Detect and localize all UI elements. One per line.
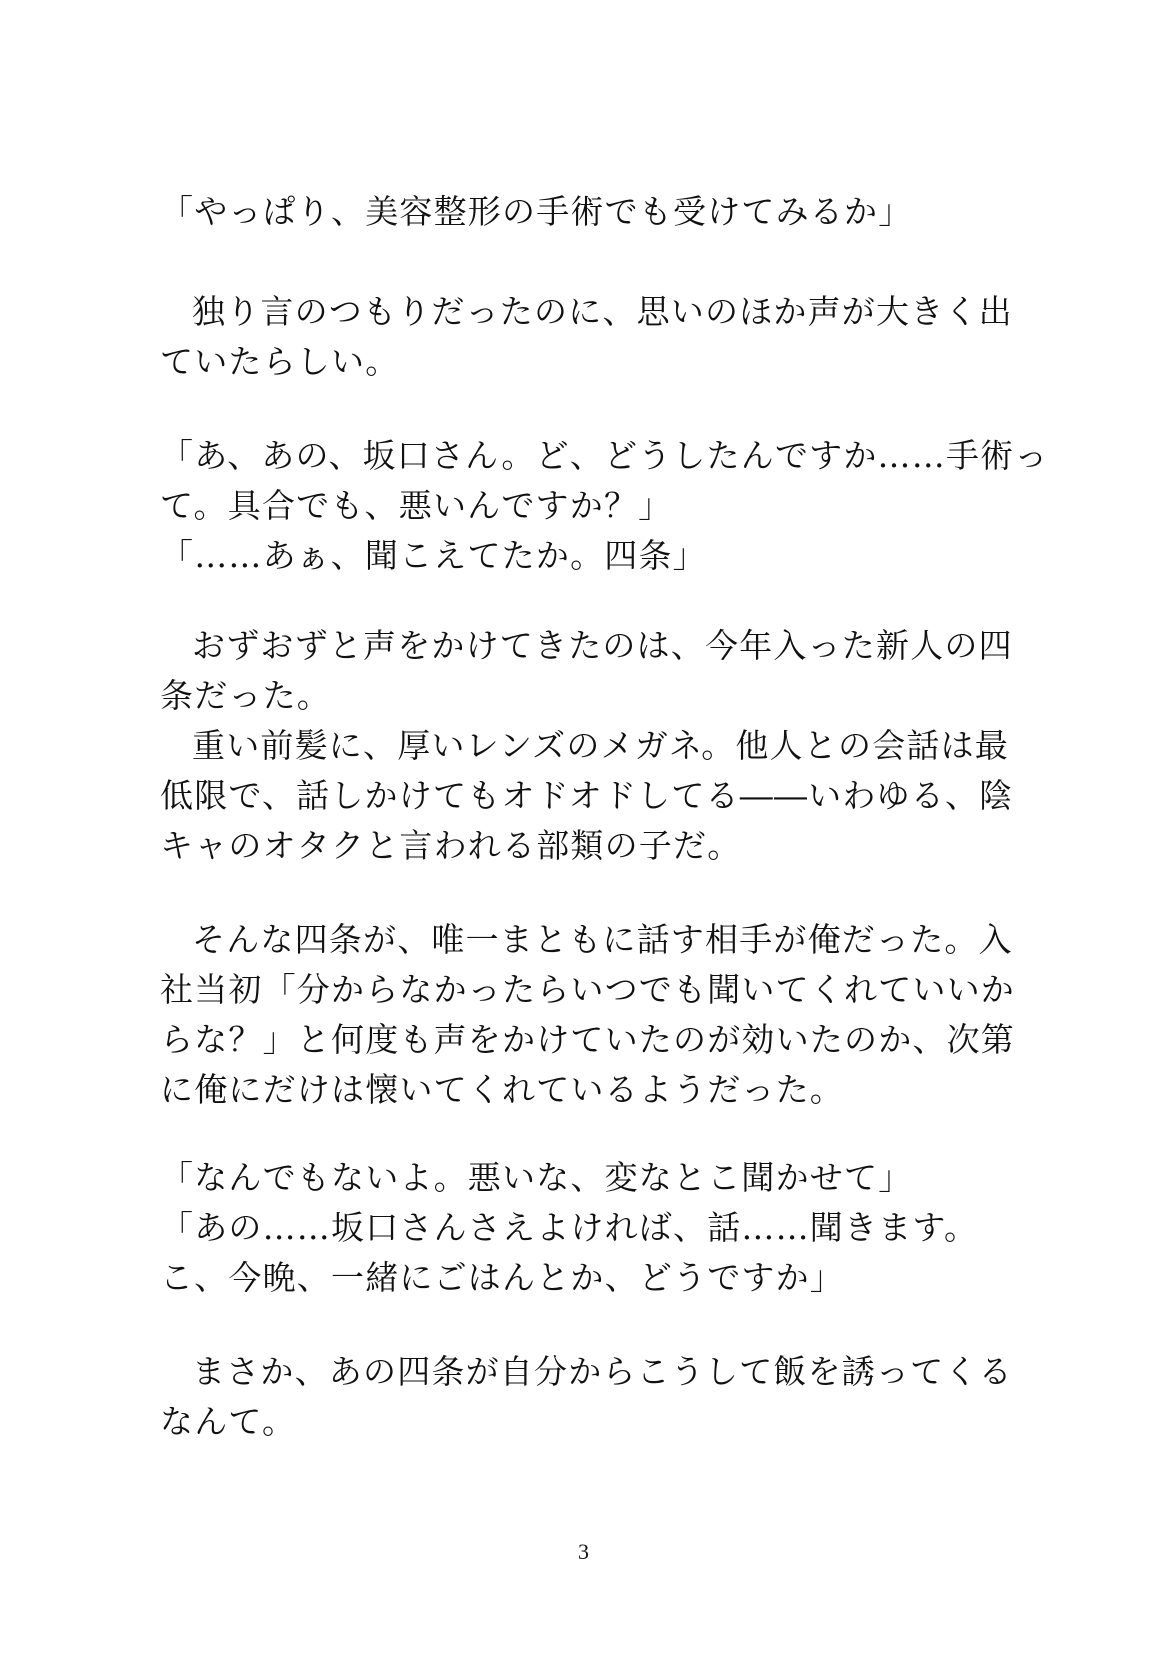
- text-line: 「……あぁ、聞こえてたか。四条」: [160, 536, 707, 575]
- text-line: ていたらしい。: [160, 342, 400, 381]
- text-line: 独り言のつもりだったのに、思いのほか声が大きく出: [192, 292, 1013, 331]
- text-line: キャのオタクと言われる部類の子だ。: [160, 826, 742, 865]
- page-number: 3: [578, 1539, 589, 1564]
- text-line: 条だった。: [160, 676, 331, 715]
- text-line: なんて。: [160, 1402, 297, 1441]
- text-line: に俺にだけは懐いてくれているようだった。: [160, 1070, 844, 1109]
- text-line: 「なんでもないよ。悪いな、変なとこ聞かせて」: [160, 1158, 913, 1197]
- text-line: こ、今晩、一緒にごはんとか、どうですか」: [160, 1258, 844, 1297]
- text-line: おずおずと声をかけてきたのは、今年入った新人の四: [192, 626, 1013, 665]
- text-line: て。具合でも、悪いんですか？」: [160, 486, 673, 525]
- text-line: 重い前髪に、厚いレンズのメガネ。他人との会話は最: [192, 726, 1010, 765]
- text-line: 「やっぱり、美容整形の手術でも受けてみるか」: [160, 192, 913, 231]
- text-line: 低限で、話しかけてもオドオドしてる――いわゆる、陰: [160, 776, 1014, 815]
- text-line: そんな四条が、唯一まともに話す相手が俺だった。入: [192, 920, 1013, 959]
- text-line: まさか、あの四条が自分からこうして飯を誘ってくる: [192, 1352, 1013, 1391]
- text-line: 「あ、あの、坂口さん。ど、どうしたんですか……手術っ: [160, 436, 1049, 475]
- text-line: 社当初「分からなかったらいつでも聞いてくれていいか: [160, 970, 1015, 1009]
- text-line: 「あの……坂口さんさえよければ、話……聞きます。: [160, 1208, 979, 1247]
- text-line: らな？」と何度も声をかけていたのが効いたのか、次第: [160, 1020, 1015, 1059]
